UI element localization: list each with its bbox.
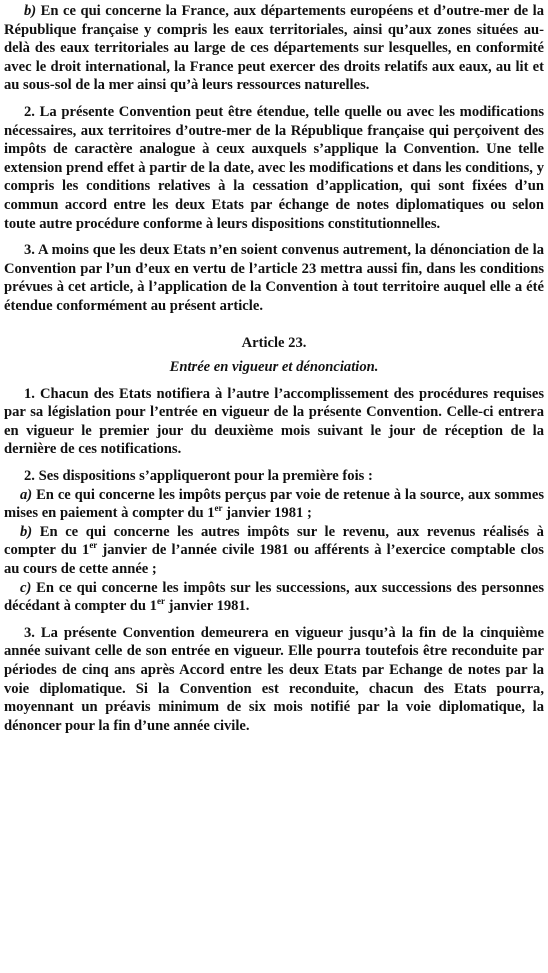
item-text-end: janvier 1981.: [164, 598, 250, 615]
item-text: En ce qui concerne les autres impôts sur le revenu, aux revenus réalisés à compter du 1: [4, 523, 544, 559]
article-paragraph-2-intro: 2. Ses dispositions s’appliqueront pour la première fois :: [24, 468, 373, 485]
paragraph-3-denunciation: 3. A moins que les deux Etats n’en soient convenus autrement, la dénonciation de la Convention par l’un d’eux en vertu de l’article 23 mettra aussi fin, dans les conditions prévues à cet article, à l’application de la Convention à tout territoire auquel elle a été étendue conformément au présent article.: [4, 242, 544, 314]
spacer: [4, 459, 544, 467]
item-marker: a): [20, 486, 33, 503]
article-paragraph-1: 1. Chacun des Etats notifiera à l’autre l’accomplissement des procédures requises par sa législation pour l’entrée en vigueur de la présente Convention. Celle-ci entrera en vigueur le premier jour du deuxième mois suivant le jour de réception de la dernière de ces notifications.: [4, 385, 544, 458]
article-subtitle: Entrée en vigueur et dénonciation.: [169, 359, 379, 376]
superscript: er: [89, 540, 98, 551]
item-text-end: janvier 1981 ;: [222, 505, 312, 522]
spacer: [4, 233, 544, 241]
article-title: Article 23.: [241, 334, 307, 351]
paragraph-2-extension: 2. La présente Convention peut être étendue, telle quelle ou avec les modifications nécessaires, aux territoires d’outre-mer de la République française qui perçoivent des impôts de caractère analogue à ceux auxquels s’applique la Convention. Une telle extension prend effet à partir de la date, avec les modifications et dans les conditions, y compris les conditions relatives à la cessation d’application, qui sont fixées d’un commun accord entre les deux Etats par échange de notes diplomatiques ou selon toute autre procédure conforme à leurs dispositions constitutionnelles.: [4, 103, 544, 232]
item-marker: c): [20, 579, 32, 596]
item-text: En ce qui concerne les impôts perçus par voie de retenue à la source, aux sommes mises en paiement à compter du 1: [4, 486, 544, 522]
article-item-a: [4, 486, 544, 523]
item-marker: b): [20, 523, 33, 540]
item-text-end: janvier de l’année civile 1981 ou afférents à l’exercice comptable clos au cours de cette année ;: [4, 542, 544, 578]
item-marker: b): [24, 3, 37, 19]
article-item-c: [4, 579, 544, 616]
paragraph-b-territory-france: [4, 2, 544, 95]
superscript: er: [214, 503, 223, 514]
paragraph-text: En ce qui concerne la France, aux départements européens et d’outre-mer de la République française y compris les eaux territoriales, ainsi qu’aux zones situées au-delà des eaux territoriales au large de ces départements sur lesquelles, en conformité avec le droit international, la France peut exercer des droits relatifs aux eaux, au lit et au sous-sol de la mer ainsi qu’à leurs ressources naturelles.: [4, 3, 544, 94]
superscript: er: [156, 596, 165, 607]
spacer: [4, 95, 544, 103]
spacer: [4, 616, 544, 624]
article-item-b: [4, 523, 544, 579]
item-text: En ce qui concerne les impôts sur les successions, aux successions des personnes décédant à compter du 1: [4, 579, 544, 615]
article-paragraph-3: 3. La présente Convention demeurera en vigueur jusqu’à la fin de la cinquième année suivant celle de son entrée en vigueur. Elle pourra toutefois être reconduite par périodes de cinq ans après Accord entre les deux Etats par Echange de notes par la voie diplomatique. Si la Convention est reconduite, chacun des Etats pourra, moyennant un préavis minimum de six mois notifié par la voie diplomatique, la dénoncer pour la fin d’une année civile.: [4, 624, 544, 734]
